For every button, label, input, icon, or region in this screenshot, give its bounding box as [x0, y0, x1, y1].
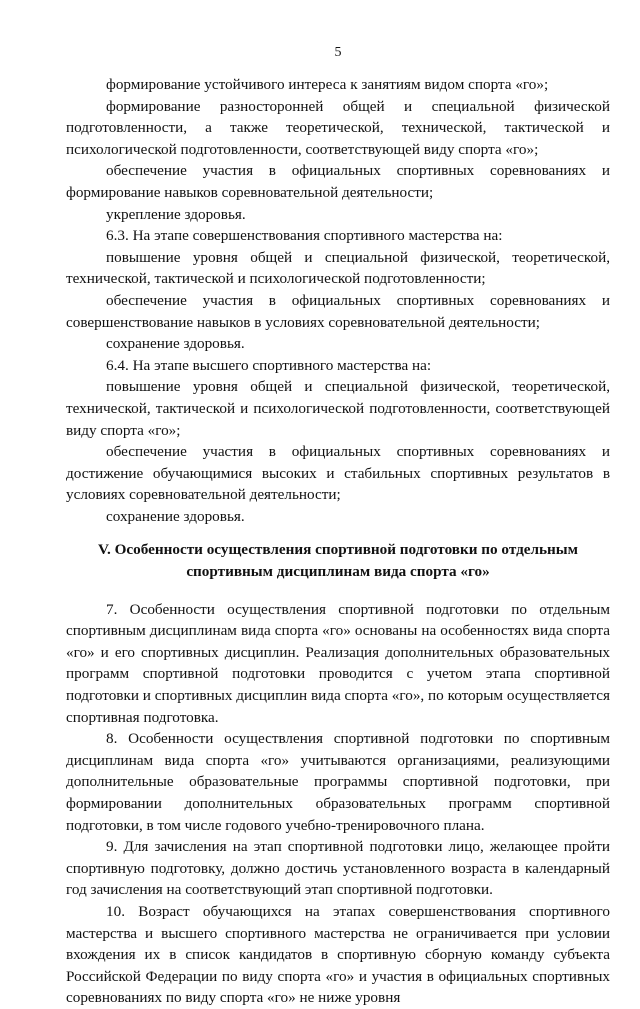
paragraph: формирование разносторонней общей и специальной физической подготовленности, а также теоретической, технической, тактической и психологической подготовленности, соответствующей виду спорта «го»; [66, 97, 610, 158]
paragraph: сохранение здоровья. [106, 335, 245, 353]
paragraph: обеспечение участия в официальных спортивных соревнованиях и совершенствование навыков в условиях соревновательной деятельности; [66, 291, 610, 331]
page-number: 5 [334, 45, 342, 60]
paragraph: сохранение здоровья. [106, 507, 245, 525]
paragraph: 6.3. На этапе совершенствования спортивного мастерства на: [106, 227, 503, 245]
paragraph: 9. Для зачисления на этап спортивной подготовки лицо, желающее пройти спортивную подготовку, должно достичь установленного возраста в календарный год зачисления на соответствующий этап спортивной подготовки. [66, 838, 610, 899]
paragraph: 10. Возраст обучающихся на этапах совершенствования спортивного мастерства и высшего спортивного мастерства не ограничивается при условии вхождения их в список кандидатов в спортивную сборную команду субъекта Российской Федерации по виду спорта «го» и участия в официальных спортивных соревнованиях по виду спорта «го» не ниже уровня [66, 902, 610, 1007]
paragraph: обеспечение участия в официальных спортивных соревнованиях и достижение обучающимися высоких и стабильных спортивных результатов в условиях соревновательной деятельности; [66, 443, 610, 504]
paragraph: обеспечение участия в официальных спортивных соревнованиях и формирование навыков соревновательной деятельности; [66, 162, 610, 201]
paragraph: укрепление здоровья. [106, 205, 246, 223]
paragraph: повышение уровня общей и специальной физической, теоретической, технической, тактической и психологической подготовленности; [66, 248, 610, 288]
section-heading: V. Особенности осуществления спортивной подготовки по отдельным спортивным дисциплинам вида спорта «го» [97, 541, 579, 581]
paragraph: повышение уровня общей и специальной физической, теоретической, технической, тактической и психологической подготовленности, соответствующей виду спорта «го»; [66, 378, 610, 439]
paragraph: 8. Особенности осуществления спортивной подготовки по спортивным дисциплинам вида спорта «го» учитываются организациями, реализующими дополнительные образовательные программы спортивной подготовки, при формировании дополнительных образовательных программ спортивной подготовки, в том числе годового учебно-тренировочного плана. [66, 730, 610, 834]
paragraph: формирование устойчивого интереса к занятиям видом спорта «го»; [106, 76, 549, 93]
paragraph: 7. Особенности осуществления спортивной подготовки по отдельным спортивным дисциплинам вида спорта «го» основаны на особенностях вида спорта «го» и его спортивных дисциплин. Реализация дополнительных образовательных программ спортивной подготовки проводится с учетом этапа спортивной подготовки и спортивных дисциплин вида спорта «го», по которым осуществляется спортивная подготовка. [66, 600, 610, 726]
paragraph: 6.4. На этапе высшего спортивного мастерства на: [106, 356, 432, 374]
